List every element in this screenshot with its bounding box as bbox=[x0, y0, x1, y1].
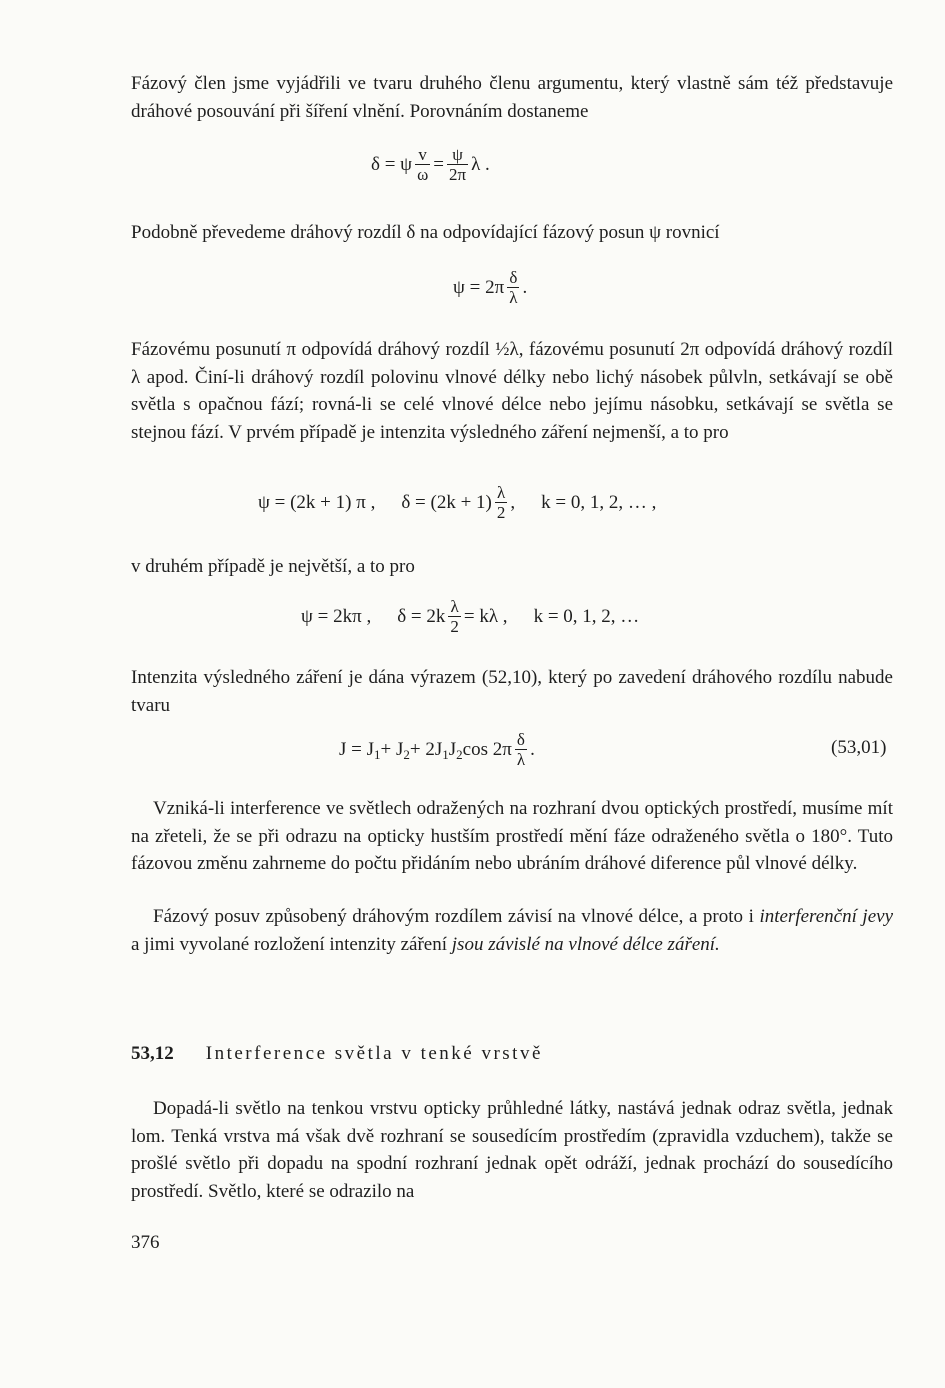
equation-delta: δ = ψ $\frac{v}{\omega}$ = $\frac{\psi}{2\pi}$ λ . bbox=[371, 145, 490, 184]
equation-minimum: ψ = (2k + 1) π , δ = (2k + 1) $\frac{\lambda}{2}$ , k = 0, 1, 2, … , bbox=[258, 483, 657, 522]
fraction-delta-lambda: $\frac{\delta}{\lambda}$ bbox=[509, 268, 518, 307]
equation-maximum: ψ = 2kπ , δ = 2k $\frac{\lambda}{2}$ = kλ , k = 0, 1, 2, … bbox=[301, 597, 640, 636]
equation-number: (53,01) bbox=[831, 737, 887, 758]
paragraph-6: Vzniká-li interference ve světlech odražených na rozhraní dvou optických prostředí, musíme mít na zřeteli, že se při odrazu na opticky hustším prostředí mění fáze odraženého světla o 180°. Tuto fázovou změnu zahrneme do počtu přidáním nebo ubráním dráhové diference půl vlnové délky. bbox=[131, 798, 893, 874]
section-heading bbox=[131, 1040, 543, 1067]
paragraph-5: Intenzita výsledného záření je dána výrazem (52,10), který po zavedení dráhového rozdílu nabude tvaru bbox=[131, 667, 893, 716]
paragraph-4: v druhém případě je největší, a to pro bbox=[131, 556, 415, 577]
paragraph-8: Dopadá-li světlo na tenkou vrstvu opticky průhledné látky, nastává jednak odraz světla, jednak lom. Tenká vrstva má však dvě rozhraní se sousedícím prostředím (zpravidla vzduchem), takže se prošlé světlo při dopadu na spodní rozhraní jednak opět odráží, jednak prochází do sousedícího prostředí. Světlo, které se odrazilo na bbox=[131, 1098, 893, 1202]
section-title: Interference světla v tenké vrstvě bbox=[205, 1043, 543, 1064]
page bbox=[131, 0, 893, 1388]
equation-psi: ψ = 2π $\frac{\delta}{\lambda}$ . bbox=[453, 268, 528, 307]
fraction-psi-2pi: $\frac{\psi}{2\pi}$ bbox=[448, 145, 467, 184]
equation-intensity: J = J 1 + J 2 + 2J 1 J 2 cos 2π $\frac{\delta}{\lambda}$ . bbox=[339, 730, 535, 769]
section-number: 53,12 bbox=[131, 1043, 174, 1064]
fraction-lambda-2: $\frac{\lambda}{2}$ bbox=[496, 483, 506, 522]
fraction-lambda-2: $\frac{\lambda}{2}$ bbox=[450, 597, 459, 636]
paragraph-1: Fázový člen jsme vyjádřili ve tvaru druhého členu argumentu, který vlastně sám též představuje dráhové posouvání při šíření vlnění. Porovnáním dostaneme bbox=[131, 73, 893, 122]
fraction-delta-lambda: $\frac{\delta}{\lambda}$ bbox=[516, 730, 526, 769]
fraction-v-omega: $\frac{v}{\omega}$ bbox=[417, 145, 429, 184]
paragraph-7: Fázový posuv způsobený dráhovým rozdílem závisí na vlnové délce, a proto i interferenční jevy a jimi vyvolané rozložení intenzity záření jsou závislé na vlnové délce záření. bbox=[131, 906, 894, 955]
page-number: 376 bbox=[131, 1232, 160, 1253]
paragraph-2: Podobně převedeme dráhový rozdíl δ na odpovídající fázový posun ψ rovnicí bbox=[131, 222, 720, 243]
paragraph-3: Fázovému posunutí π odpovídá dráhový rozdíl ½λ, fázovému posunutí 2π odpovídá dráhový rozdíl λ apod. Činí-li dráhový rozdíl polovinu vlnové délky nebo lichý násobek půlvln, setkávají se obě světla s opačnou fází; rovná-li se celé vlnové délce nebo jejímu násobku, setkávají se světla se stejnou fází. V prvém případě je intenzita výsledného záření nejmenší, a to pro bbox=[131, 339, 893, 443]
